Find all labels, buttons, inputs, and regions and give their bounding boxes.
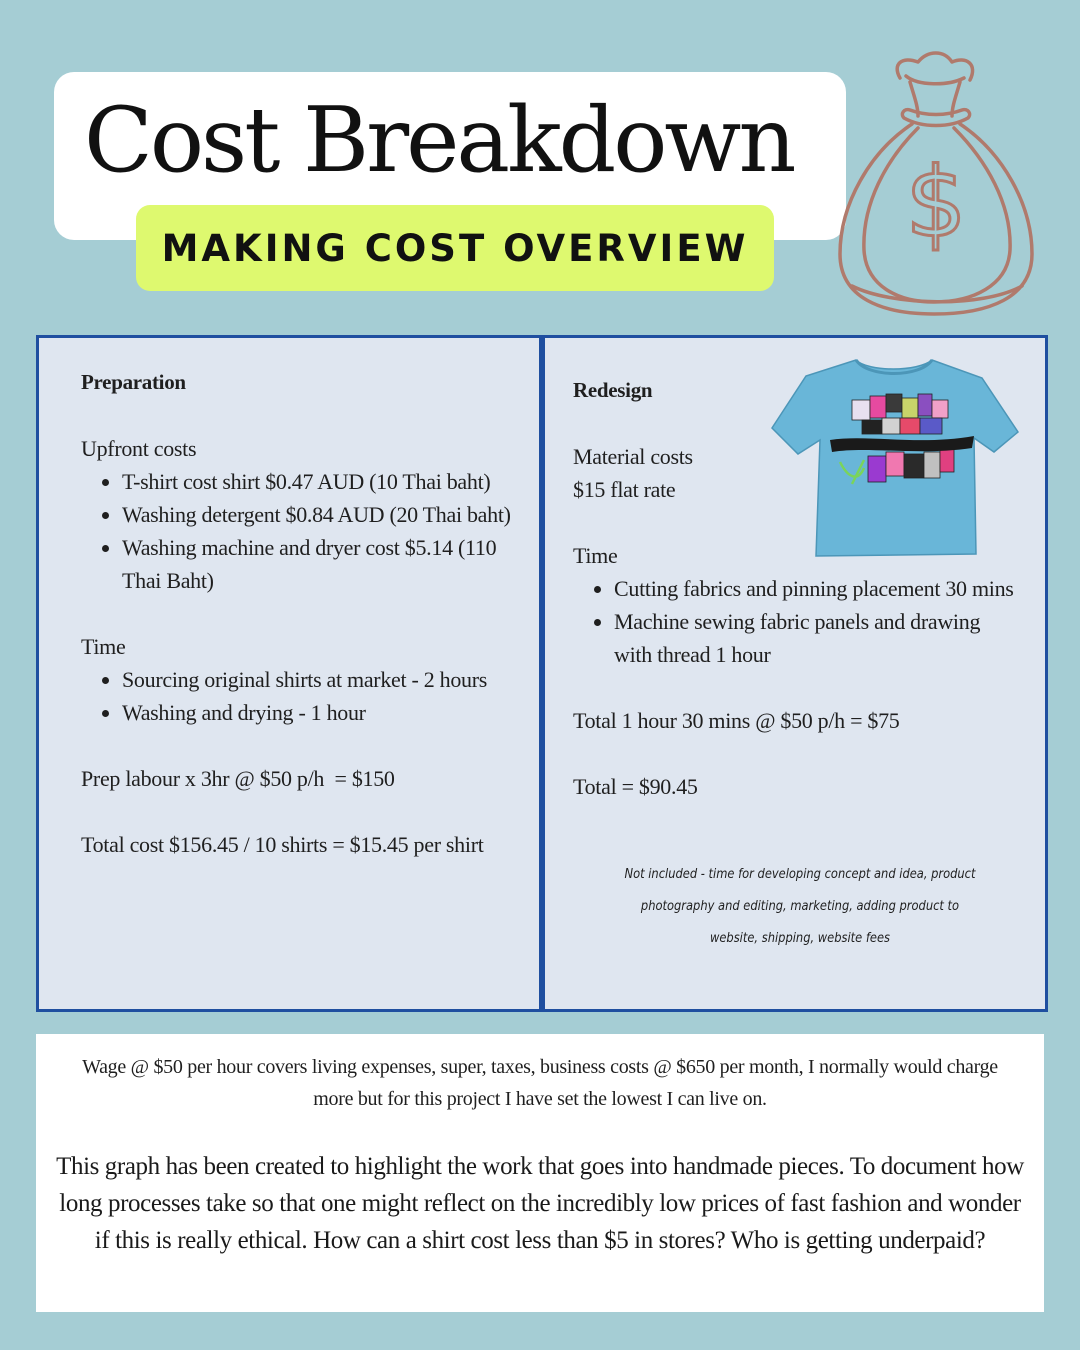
list-item: T-shirt cost shirt $0.47 AUD (10 Thai baht)	[81, 465, 526, 498]
material-costs-value: $15 flat rate	[573, 477, 676, 502]
redesign-total: Total = $90.45	[573, 774, 698, 799]
prep-total-line: Total cost $156.45 / 10 shirts = $15.45 per shirt	[81, 832, 484, 857]
preparation-section	[81, 366, 526, 861]
material-costs-label: Material costs	[573, 444, 693, 469]
redesign-heading: Redesign	[573, 378, 653, 402]
page-title: Cost Breakdown	[84, 88, 794, 193]
redesign-time-total: Total 1 hour 30 mins @ $50 p/h = $75	[573, 708, 900, 733]
not-included-note: Not included - time for developing concept and idea, product photography and editing, marketing, adding product to website, shipping, website fees	[624, 866, 976, 946]
redesign-time-list	[573, 572, 1018, 671]
list-item: Machine sewing fabric panels and drawing with thread 1 hour	[573, 605, 1018, 671]
prep-labour-line: Prep labour x 3hr @ $50 p/h = $150	[81, 766, 395, 791]
subtitle-banner	[136, 205, 774, 291]
prep-time-list	[81, 663, 526, 729]
list-item: Sourcing original shirts at market - 2 hours	[81, 663, 526, 696]
prep-time-label: Time	[81, 634, 126, 659]
upfront-costs-list	[81, 465, 526, 597]
list-item: Cutting fabrics and pinning placement 30 mins	[573, 572, 1018, 605]
list-item: Washing detergent $0.84 AUD (20 Thai baht)	[81, 498, 526, 531]
upfront-costs-label: Upfront costs	[81, 436, 197, 461]
tshirt-image	[768, 348, 1020, 564]
page-subtitle: MAKING COST OVERVIEW	[161, 226, 749, 270]
dollar-sign-icon: $	[905, 147, 967, 259]
list-item: Washing machine and dryer cost $5.14 (110 Thai Baht)	[81, 531, 526, 597]
redesign-time-label: Time	[573, 543, 618, 568]
preparation-heading: Preparation	[81, 370, 186, 394]
graph-purpose-text: This graph has been created to highlight the work that goes into handmade pieces. To document how long processes take so that one might reflect on the incredibly low prices of fast fashion and wonder if this is really ethical. How can a shirt cost less than $5 in stores? Who is getting underpaid?	[56, 1153, 1024, 1254]
money-bag-icon	[822, 36, 1052, 326]
wage-explanation: Wage @ $50 per hour covers living expenses, super, taxes, business costs @ $650 per month, I normally would charge more but for this project I have set the lowest I can live on.	[82, 1056, 998, 1110]
list-item: Washing and drying - 1 hour	[81, 696, 526, 729]
